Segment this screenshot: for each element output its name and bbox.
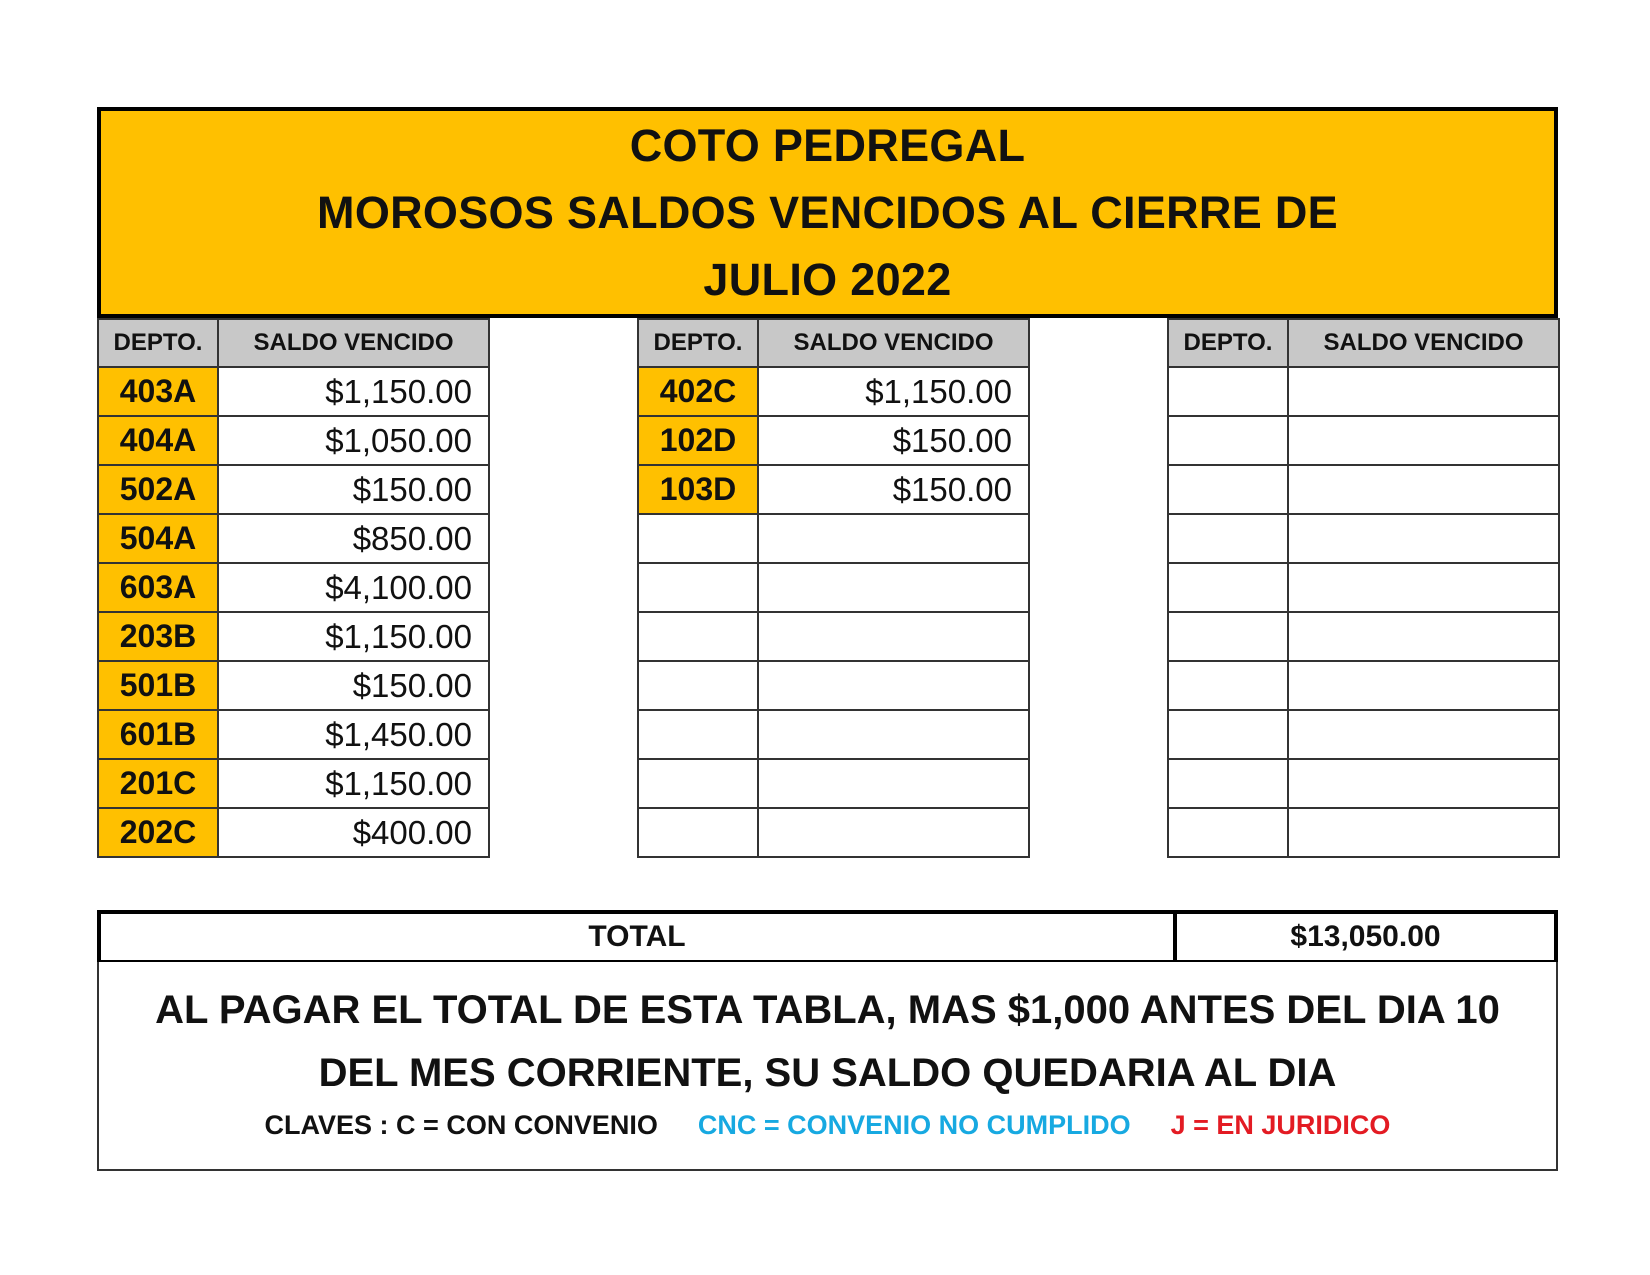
table-row [1168,710,1559,759]
saldo-cell: $1,150.00 [758,367,1029,416]
table-row [638,759,1029,808]
depto-cell: 402C [638,367,758,416]
table-row [638,465,1029,514]
saldo-cell [1288,367,1559,416]
total-label: TOTAL [101,914,1177,960]
note-line-1: AL PAGAR EL TOTAL DE ESTA TABLA, MAS $1,000 ANTES DEL DIA 10 [155,988,1500,1032]
keys-legend [99,1110,1556,1141]
table-row [1168,661,1559,710]
depto-cell [638,612,758,661]
debtors-table-2 [637,318,1030,858]
depto-cell: 501B [98,661,218,710]
saldo-cell: $1,150.00 [218,612,489,661]
saldo-cell: $850.00 [218,514,489,563]
report-header [97,107,1558,318]
depto-cell [1168,465,1288,514]
total-row [97,910,1558,962]
depto-cell: 403A [98,367,218,416]
title-line-2: MOROSOS SALDOS VENCIDOS AL CIERRE DE [317,187,1338,238]
depto-cell: 102D [638,416,758,465]
table-row [1168,367,1559,416]
depto-cell [638,759,758,808]
table-row [98,563,489,612]
saldo-cell [758,514,1029,563]
saldo-cell [758,759,1029,808]
saldo-cell [758,563,1029,612]
table-row [638,612,1029,661]
saldo-cell [1288,612,1559,661]
saldo-cell [1288,465,1559,514]
title-line-3: JULIO 2022 [703,254,952,305]
depto-cell [1168,416,1288,465]
depto-cell [1168,808,1288,857]
table-header-row [1168,319,1559,367]
saldo-cell [1288,416,1559,465]
depto-cell [638,661,758,710]
table-row [98,612,489,661]
depto-cell: 203B [98,612,218,661]
table-row [98,367,489,416]
table-row [1168,563,1559,612]
saldo-column-header: SALDO VENCIDO [218,319,489,367]
payment-note [97,962,1558,1171]
depto-column-header: DEPTO. [1168,319,1288,367]
depto-cell [638,710,758,759]
depto-cell [638,563,758,612]
table-row [98,661,489,710]
table-row [638,661,1029,710]
depto-cell: 601B [98,710,218,759]
table-row [1168,465,1559,514]
table-row [98,710,489,759]
depto-column-header: DEPTO. [638,319,758,367]
saldo-cell: $1,150.00 [218,367,489,416]
table-header-row [638,319,1029,367]
depto-cell [1168,367,1288,416]
depto-cell: 404A [98,416,218,465]
depto-column-header: DEPTO. [98,319,218,367]
table-row [638,710,1029,759]
saldo-cell [1288,710,1559,759]
debtors-table-3 [1167,318,1560,858]
table-row [98,416,489,465]
title-line-1: COTO PEDREGAL [629,120,1026,171]
saldo-cell [1288,661,1559,710]
depto-cell [1168,710,1288,759]
saldo-cell: $150.00 [758,465,1029,514]
table-row [1168,759,1559,808]
table-row [1168,514,1559,563]
key-juridico: J = EN JURIDICO [1170,1110,1391,1140]
depto-cell: 504A [98,514,218,563]
saldo-cell: $150.00 [758,416,1029,465]
table-row [98,465,489,514]
table-header-row [98,319,489,367]
table-row [638,416,1029,465]
depto-cell: 103D [638,465,758,514]
saldo-cell: $400.00 [218,808,489,857]
saldo-column-header: SALDO VENCIDO [1288,319,1559,367]
saldo-cell: $1,050.00 [218,416,489,465]
depto-cell [638,808,758,857]
saldo-cell: $4,100.00 [218,563,489,612]
table-row [638,367,1029,416]
saldo-cell [758,710,1029,759]
note-line-2: DEL MES CORRIENTE, SU SALDO QUEDARIA AL DIA [318,1051,1337,1095]
depto-cell [1168,612,1288,661]
saldo-cell: $1,150.00 [218,759,489,808]
saldo-cell: $150.00 [218,661,489,710]
depto-cell [1168,759,1288,808]
depto-cell: 201C [98,759,218,808]
saldo-cell: $1,450.00 [218,710,489,759]
table-row [98,514,489,563]
table-row [1168,808,1559,857]
saldo-cell: $150.00 [218,465,489,514]
depto-cell: 202C [98,808,218,857]
saldo-cell [758,661,1029,710]
table-row [638,514,1029,563]
table-row [638,808,1029,857]
key-convenio: CLAVES : C = CON CONVENIO [264,1110,658,1140]
depto-cell [1168,563,1288,612]
depto-cell [638,514,758,563]
saldo-cell [1288,563,1559,612]
table-row [98,759,489,808]
saldo-cell [758,612,1029,661]
saldo-cell [1288,514,1559,563]
table-row [98,808,489,857]
table-row [638,563,1029,612]
saldo-cell [758,808,1029,857]
saldo-cell [1288,759,1559,808]
depto-cell: 502A [98,465,218,514]
saldo-cell [1288,808,1559,857]
table-row [1168,612,1559,661]
key-convenio-no-cumplido: CNC = CONVENIO NO CUMPLIDO [697,1110,1131,1140]
saldo-column-header: SALDO VENCIDO [758,319,1029,367]
depto-cell [1168,514,1288,563]
depto-cell: 603A [98,563,218,612]
debtors-table-1 [97,318,490,858]
depto-cell [1168,661,1288,710]
table-row [1168,416,1559,465]
total-value: $13,050.00 [1290,920,1441,953]
